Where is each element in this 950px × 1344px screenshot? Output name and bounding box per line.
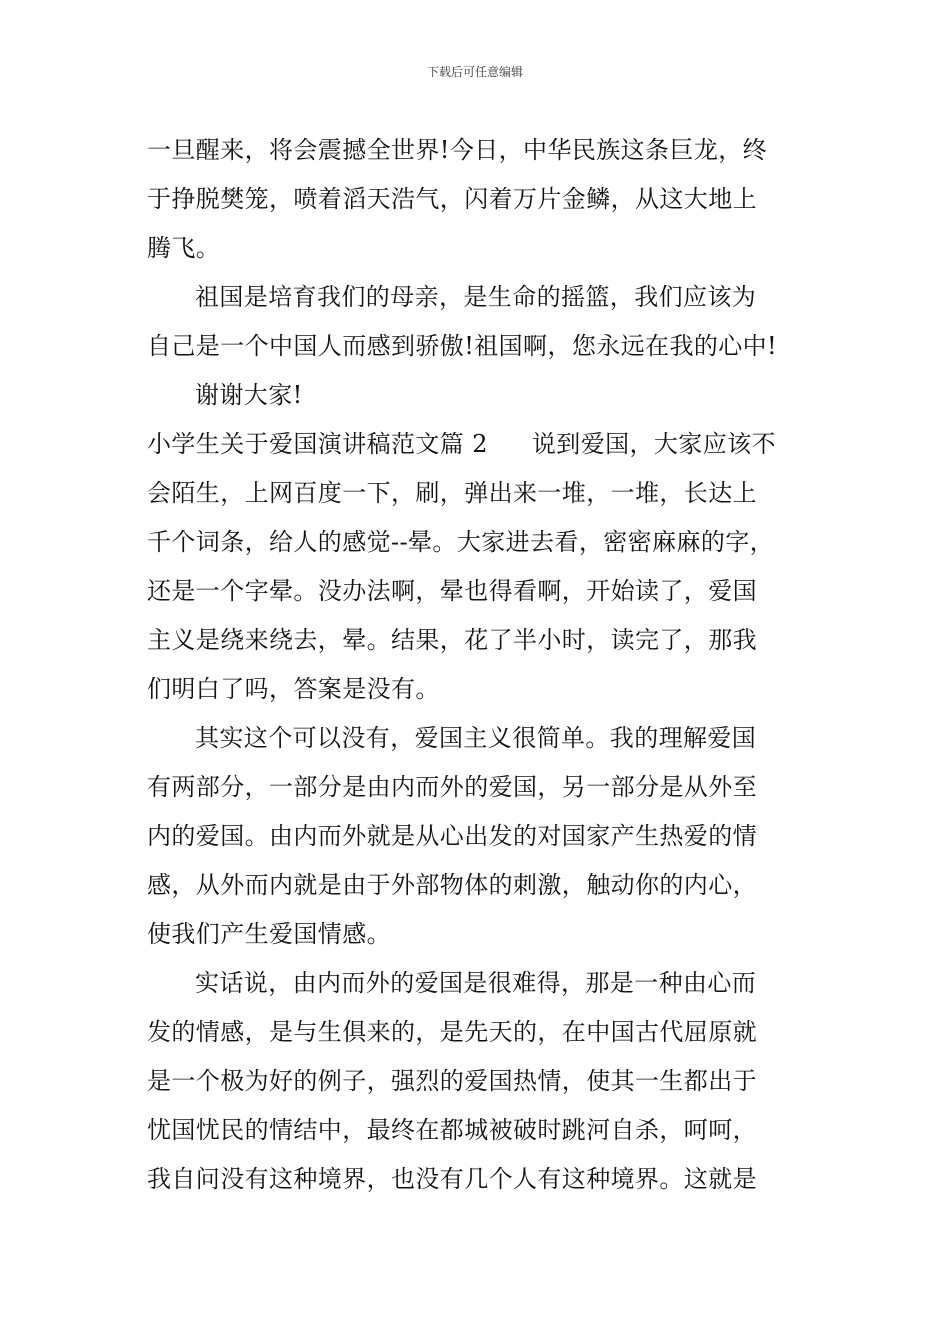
text-line: 使我们产生爱国情感。 (147, 920, 391, 948)
paragraph-first-line: 其实这个可以没有，爱国主义很简单。我的理解爱国 (195, 724, 757, 752)
text-line: 是一个极为好的例子，强烈的爱国热情，使其一生都出于 (147, 1067, 757, 1095)
text-line: 自己是一个中国人而感到骄傲!祖国啊，您永远在我的心中! (147, 332, 778, 360)
paragraph-first-line: 祖国是培育我们的母亲，是生命的摇篮，我们应该为 (195, 283, 757, 311)
section-heading: 小学生关于爱国演讲稿范文篇 2 (147, 430, 488, 458)
page-header-note: 下载后可任意编辑 (426, 65, 523, 79)
text-line: 们明白了吗，答案是没有。 (147, 675, 440, 703)
section-heading-line (147, 420, 817, 469)
text-line: 还是一个字晕。没办法啊，晕也得看啊，开始读了，爱国 (147, 577, 757, 605)
text-line: 忧国忧民的情结中，最终在都城被破时跳河自杀，呵呵， (147, 1116, 757, 1144)
text-line: 内的爱国。由内而外就是从心出发的对国家产生热爱的情 (147, 822, 757, 850)
closing-thanks: 谢谢大家! (195, 381, 303, 409)
text-line: 有两部分，一部分是由内而外的爱国，另一部分是从外至 (147, 773, 757, 801)
text-line: 主义是绕来绕去，晕。结果，花了半小时，读完了，那我 (147, 626, 757, 654)
text-line: 发的情感，是与生俱来的，是先天的，在中国古代屈原就 (147, 1018, 757, 1046)
text-line: 腾飞。 (147, 234, 221, 262)
paragraph-first-line: 实话说，由内而外的爱国是很难得，那是一种由心而 (195, 969, 757, 997)
paragraph-first-line: 说到爱国，大家应该不 (531, 430, 776, 458)
text-line: 一旦醒来，将会震撼全世界!今日，中华民族这条巨龙，终 (147, 136, 768, 164)
text-line: 千个词条，给人的感觉--晕。大家进去看，密密麻麻的字， (147, 528, 775, 556)
document-body (147, 126, 817, 1204)
text-line: 于挣脱樊笼，喷着滔天浩气，闪着万片金鳞，从这大地上 (147, 185, 757, 213)
text-line: 会陌生，上网百度一下，刷，弹出来一堆，一堆，长达上 (147, 479, 757, 507)
text-line: 感，从外而内就是由于外部物体的刺激，触动你的内心， (147, 871, 757, 899)
text-line: 我自问没有这种境界，也没有几个人有这种境界。这就是 (147, 1165, 757, 1193)
